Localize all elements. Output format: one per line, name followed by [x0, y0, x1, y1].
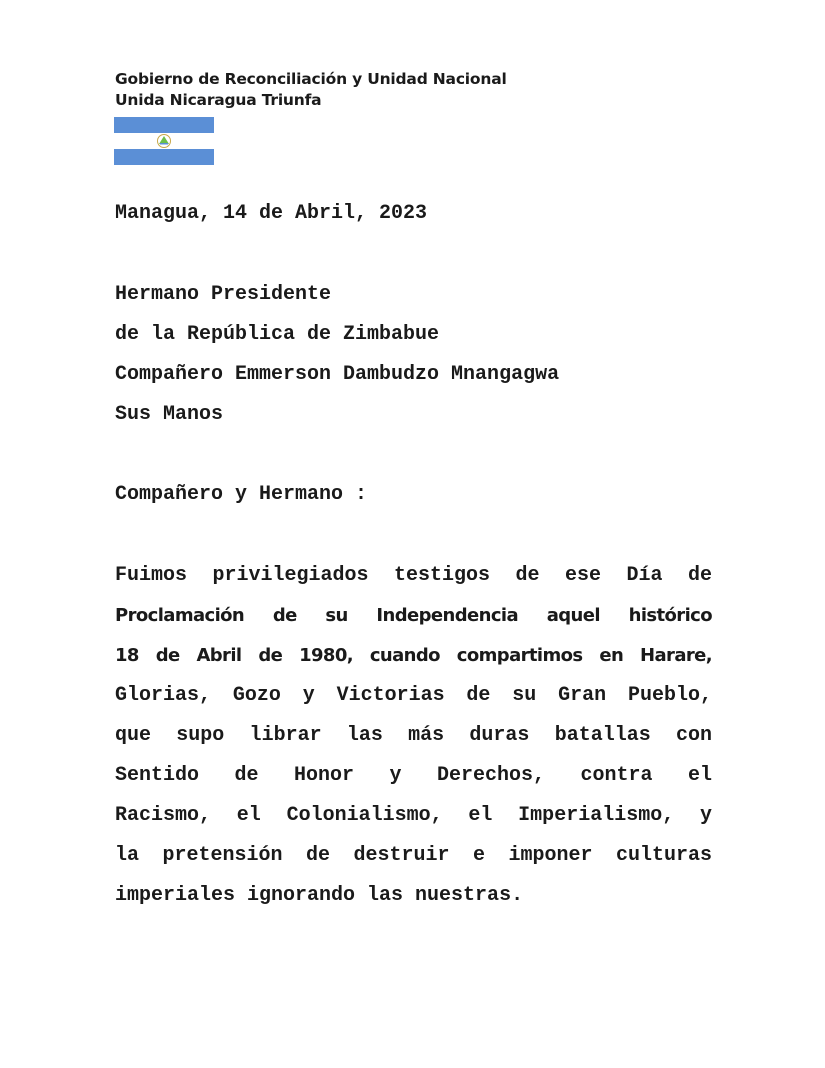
body-line: la pretensión de destruir e imponer culturas: [115, 844, 712, 867]
body-line: Racismo, el Colonialismo, el Imperialismo, y: [115, 804, 712, 827]
body-line: Fuimos privilegiados testigos de ese Día de: [115, 564, 712, 587]
letterhead-government-name: Gobierno de Reconciliación y Unidad Nacional: [115, 70, 507, 88]
letterhead-slogan: Unida Nicaragua Triunfa: [115, 91, 322, 109]
addressee-name: Compañero Emmerson Dambudzo Mnangagwa: [115, 363, 560, 386]
salutation: Compañero y Hermano :: [115, 483, 368, 506]
addressee-country: de la República de Zimbabue: [115, 323, 440, 346]
addressee-title: Hermano Presidente: [115, 283, 332, 306]
nicaragua-flag-icon: [114, 117, 214, 165]
body-paragraph: [115, 563, 712, 923]
body-line: que supo librar las más duras batallas con: [115, 724, 712, 747]
letter-date: Managua, 14 de Abril, 2023: [115, 202, 428, 225]
letterhead: [115, 69, 507, 111]
body-line: 18 de Abril de 1980, cuando compartimos en Harare,: [115, 645, 712, 666]
body-line: Glorias, Gozo y Victorias de su Gran Pueblo,: [115, 684, 712, 707]
body-line: Proclamación de su Independencia aquel histórico: [115, 605, 712, 626]
addressee-block: [115, 282, 559, 442]
body-line: Sentido de Honor y Derechos, contra el: [115, 764, 712, 787]
addressee-delivery: Sus Manos: [115, 403, 224, 426]
body-line: imperiales ignorando las nuestras.: [115, 884, 524, 907]
